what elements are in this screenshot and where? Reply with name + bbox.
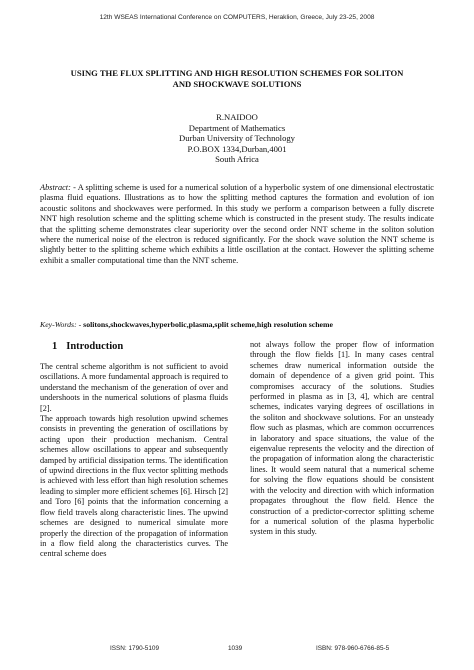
abstract-label: Abstract: bbox=[40, 183, 71, 192]
author-block bbox=[0, 112, 474, 165]
keywords-text: solitons,shockwaves,hyperbolic,plasma,split scheme,high resolution scheme bbox=[83, 320, 333, 329]
right-column bbox=[250, 340, 434, 538]
author-department: Department of Mathematics bbox=[188, 122, 286, 133]
paragraph: not always follow the proper flow of information through the flow fields [1]. In many cases central schemes draw numerical information outside the domain of dependence of a given grid point. This compromises accuracy of the solutions. Studies performed in plasma as in [3, 4], which are central schemes, indicates varying degrees of oscillations in the soliton and shockwave solutions. For an unsteady flow such as plasmas, which are common occurrences in laboratory and space situations, the value of the eigenvalue represents the velocity and the direction of the propagation of information along the characteristic lines. It would seem natural that a numerical scheme for solving the flow equations should be consistent with the velocity and direction with which information propagates throughout the flow field. Hence the construction of a predictor-corrector splitting scheme for a numerical solution of the plasma hyperbolic system in this study. bbox=[250, 340, 434, 537]
footer-issn: ISSN: 1790-5109 bbox=[110, 645, 160, 652]
section-heading bbox=[52, 340, 228, 354]
abstract bbox=[40, 183, 434, 266]
author-institution: Durban University of Technology bbox=[179, 133, 295, 144]
section-number: 1 bbox=[52, 341, 58, 352]
title-line: AND SHOCKWAVE SOLUTIONS bbox=[172, 79, 302, 89]
paper-title bbox=[40, 68, 434, 90]
author-address: P.O.BOX 1334,Durban,4001 bbox=[187, 143, 287, 154]
running-header: 12th WSEAS International Conference on COMPUTERS, Heraklion, Greece, July 23-25, 2008 bbox=[99, 14, 375, 21]
footer-page-number: 1039 bbox=[228, 645, 243, 652]
keywords bbox=[40, 320, 434, 330]
footer-isbn: ISBN: 978-960-6766-85-5 bbox=[316, 645, 390, 652]
keywords-label: Key-Words: - bbox=[40, 320, 84, 329]
author-name: R.NAIDOO bbox=[216, 112, 258, 122]
left-column bbox=[40, 340, 228, 560]
section-title: Introduction bbox=[66, 341, 124, 352]
title-line: USING THE FLUX SPLITTING AND HIGH RESOLUTION SCHEMES FOR SOLITON bbox=[70, 68, 404, 78]
paragraph: The approach towards high resolution upwind schemes consists in preventing the generation of oscillations by acting upon their production mechanism. Central schemes allow oscillations to appear and subsequently damped by artificial dissipation terms. The identification of upwind directions in the flux vector splitting methods is achieved with less effort than high resolution schemes leading to simpler more efficient schemes [6]. Hirsch [2] and Toro [6] points that the information concerning a flow field travels along characteristic lines. The upwind schemes are designed to numerical simulate more properly the direction of the propagation of information in a flow field along the characteristics curves. The central scheme does bbox=[40, 414, 228, 559]
paragraph: The central scheme algorithm is not sufficient to avoid oscillations. A more fundamental approach is required to understand the mechanism of the generation of over and undershoots in the numerical solutions of plasma fluids [2]. bbox=[40, 362, 228, 413]
author-country: South Africa bbox=[215, 154, 259, 165]
abstract-text: - A splitting scheme is used for a numerical solution of a hyperbolic system of one dimensional electrostatic plasma fluid equations. Illustrations as to how the splitting method captures the formation and evolution of ion acoustic solitons and shockwaves were performed. In this study we perform a comparison between a fully discrete NNT high resolution scheme and the splitting scheme which is constructed in the present study. The results indicate that the splitting scheme demonstrates clear superiority over the second order NNT scheme in the soliton solution where the numerical noise of the electron is reduced significantly. For the shock wave solution the NNT scheme is slightly better to the splitting scheme which exhibits a little oscillation at the contact. However the splitting scheme exhibit a smaller computational time than the NNT scheme. bbox=[40, 183, 434, 265]
